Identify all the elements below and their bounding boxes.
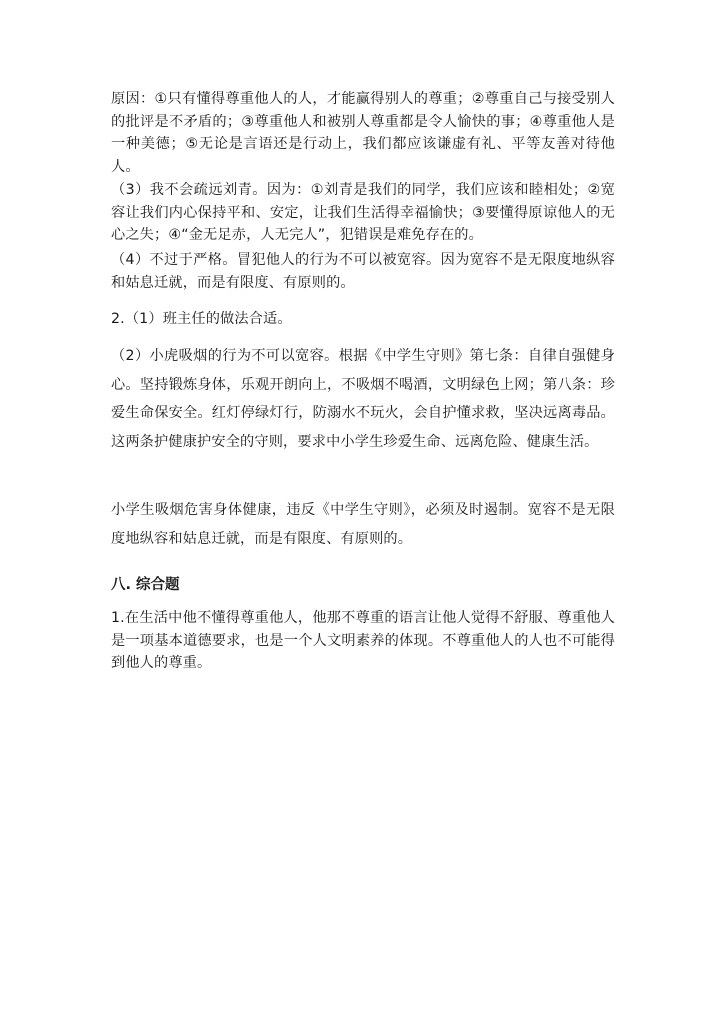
question-2-answer-2: （2）小虎吸烟的行为不可以宽容。根据《中学生守则》第七条：自律自强健身心。坚持锻炼身体，乐观开朗向上，不吸烟不喝酒，文明绿色上网；第八条：珍爱生命保安全。红灯停绿灯行，防溺水不玩火，会自护懂求救，坚决远离毒品。这两条护健康护安全的守则，要求中小学生珍爱生命、远离危险、健康生活。 [111,348,615,450]
answer-3-paragraph: （3）我不会疏远刘青。因为：①刘青是我们的同学，我们应该和睦相处；②宽容让我们内心保持平和、安定，让我们生活得幸福愉快；③要懂得原谅他人的无心之失；④“金无足赤，人无完人”，犯错误是难免存在的。 [111,182,615,243]
question-2-conclusion: 小学生吸烟危害身体健康，违反《中学生守则》，必须及时遏制。宽容不是无限度地纵容和姑息迁就，而是有限度、有原则的。 [111,502,615,547]
answer-4-paragraph: （4）不过于严格。冒犯他人的行为不可以被宽容。因为宽容不是无限度地纵容和姑息迁就，而是有限度、有原则的。 [111,252,615,291]
section-8-heading: 八. 综合题 [111,577,180,593]
question-2-answer-1: 2.（1）班主任的做法合适。 [111,311,292,327]
section-8-question-1-answer: 1.在生活中他不懂得尊重他人，他那不尊重的语言让他人觉得不舒服、尊重他人是一项基本道德要求，也是一个人文明素养的体现。不尊重他人的人也不可能得到他人的尊重。 [111,610,615,671]
reasons-paragraph: 原因：①只有懂得尊重他人的人，才能赢得别人的尊重；②尊重自己与接受别人的批评是不矛盾的；③尊重他人和被别人尊重都是令人愉快的事；④尊重他人是一种美德；⑤无论是言语还是行动上，我们都应该谦虚有礼、平等友善对待他人。 [111,91,615,175]
